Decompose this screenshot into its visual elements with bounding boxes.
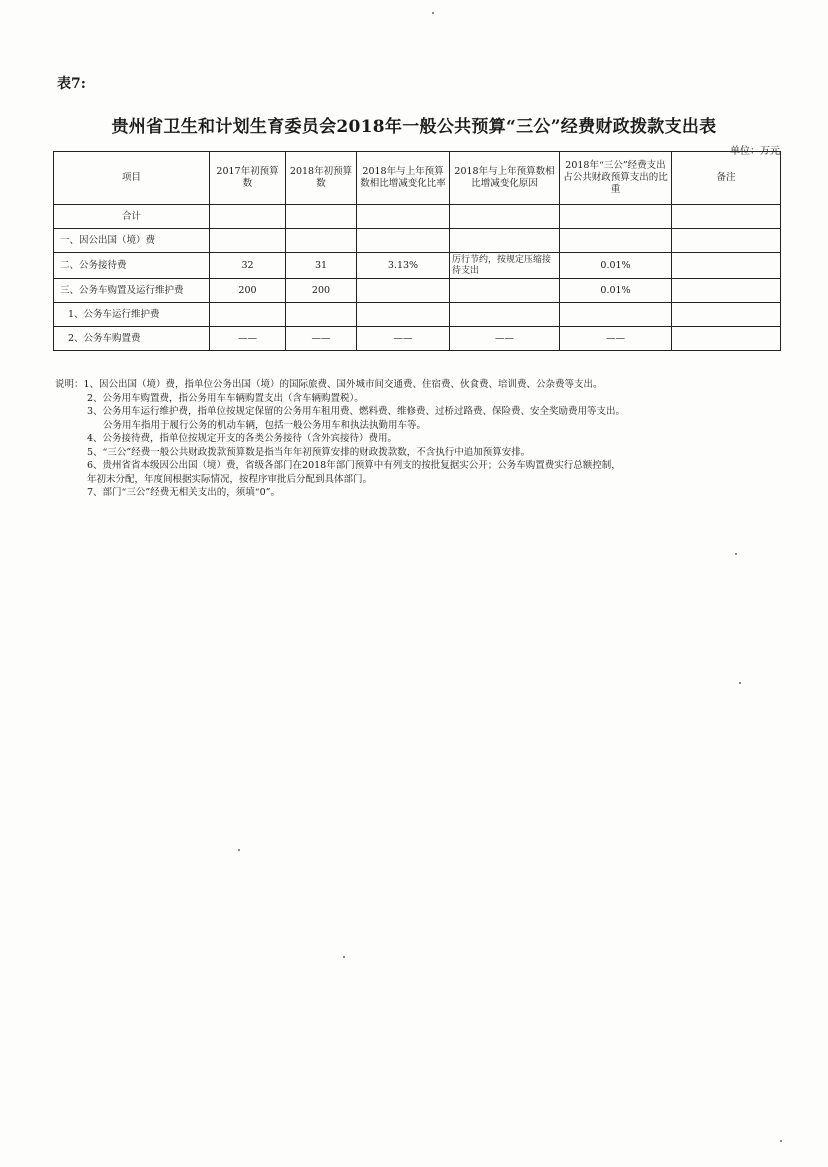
header-remark: 备注 (672, 152, 781, 205)
expenditure-table (53, 151, 781, 351)
table-row (54, 253, 781, 279)
row-item: 合计 (54, 205, 210, 229)
header-change-rate: 2018年与上年预算数相比增减变化比率 (357, 152, 450, 205)
table-header-row (54, 152, 781, 205)
row-2018: 200 (286, 279, 357, 303)
scan-speck (735, 553, 737, 555)
note-line: 2、公务用车购置费，指公务用车车辆购置支出（含车辆购置税）。 (87, 392, 364, 404)
row-2018 (286, 229, 357, 253)
unit-label: 单位：万元 (730, 146, 780, 157)
row-item: 二、公务接待费 (54, 253, 210, 279)
row-2018: —— (286, 327, 357, 351)
row-share: 0.01% (560, 279, 672, 303)
row-reason (450, 205, 560, 229)
row-remark (672, 205, 781, 229)
header-share: 2018年“三公”经费支出占公共财政预算支出的比重 (560, 152, 672, 205)
row-2017: 32 (210, 253, 286, 279)
row-item: 一、因公出国（境）费 (54, 229, 210, 253)
row-item: 2、公务车购置费 (54, 327, 210, 351)
row-2018 (286, 303, 357, 327)
row-share: —— (560, 327, 672, 351)
note-line: 5、“三公”经费一般公共财政拨款预算数是指当年年初预算安排的财政拨款数，不含执行中追加预算安排。 (87, 446, 531, 458)
row-2018: 31 (286, 253, 357, 279)
note-line: 4、公务接待费，指单位按规定开支的各类公务接待（含外宾接待）费用。 (87, 433, 398, 444)
note-line: 6、贵州省省本级因公出国（境）费，省级各部门在2018年部门预算中有列支的按批复据实公开；公务车购置费实行总额控制， (87, 460, 621, 471)
document-title: 贵州省卫生和计划生育委员会2018年一般公共预算“三公”经费财政拨款支出表 (111, 117, 717, 137)
row-remark (672, 253, 781, 279)
table-row (54, 303, 781, 327)
row-2017 (210, 303, 286, 327)
row-remark (672, 279, 781, 303)
row-2017 (210, 229, 286, 253)
row-share (560, 205, 672, 229)
row-reason: 厉行节约，按规定压缩接待支出 (450, 253, 560, 279)
table-row (54, 327, 781, 351)
row-share (560, 303, 672, 327)
notes-section (55, 378, 785, 500)
row-rate (357, 279, 450, 303)
row-rate (357, 229, 450, 253)
row-2017 (210, 205, 286, 229)
header-item: 项目 (54, 152, 210, 205)
row-reason (450, 279, 560, 303)
scan-speck (780, 1140, 782, 1142)
scan-speck (343, 956, 345, 958)
row-reason (450, 229, 560, 253)
table-row (54, 279, 781, 303)
row-rate: —— (357, 327, 450, 351)
header-change-reason: 2018年与上年预算数相比增减变化原因 (450, 152, 560, 205)
row-rate (357, 303, 450, 327)
row-reason (450, 303, 560, 327)
note-line: 年初未分配，年度间根据实际情况，按程序审批后分配到具体部门。 (87, 473, 373, 485)
note-line: 说明：1、因公出国（境）费，指单位公务出国（境）的国际旅费、国外城市间交通费、住宿费、伙食费、培训费、公杂费等支出。 (55, 379, 603, 390)
scan-speck (739, 682, 741, 684)
scan-speck (432, 12, 434, 14)
row-2017: 200 (210, 279, 286, 303)
row-share (560, 229, 672, 253)
scan-speck (238, 849, 240, 851)
note-line: 3、公务用车运行维护费，指单位按规定保留的公务用车租用费、燃料费、维修费、过桥过路费、保险费、安全奖励费用等支出。 (87, 406, 626, 417)
table-row (54, 229, 781, 253)
row-2017: —— (210, 327, 286, 351)
row-item: 1、公务车运行维护费 (54, 303, 210, 327)
row-remark (672, 327, 781, 351)
row-remark (672, 303, 781, 327)
header-2018-budget: 2018年初预算数 (286, 152, 357, 205)
note-line: 公务用车指用于履行公务的机动车辆，包括一般公务用车和执法执勤用车等。 (103, 419, 427, 431)
note-line: 7、部门“三公”经费无相关支出的，须填“0”。 (87, 487, 281, 498)
row-remark (672, 229, 781, 253)
table-row (54, 205, 781, 229)
row-share: 0.01% (560, 253, 672, 279)
row-rate (357, 205, 450, 229)
row-item: 三、公务车购置及运行维护费 (54, 279, 210, 303)
header-2017-budget: 2017年初预算数 (210, 152, 286, 205)
row-rate: 3.13% (357, 253, 450, 279)
row-reason: —— (450, 327, 560, 351)
row-2018 (286, 205, 357, 229)
table-number: 表7: (57, 76, 86, 92)
